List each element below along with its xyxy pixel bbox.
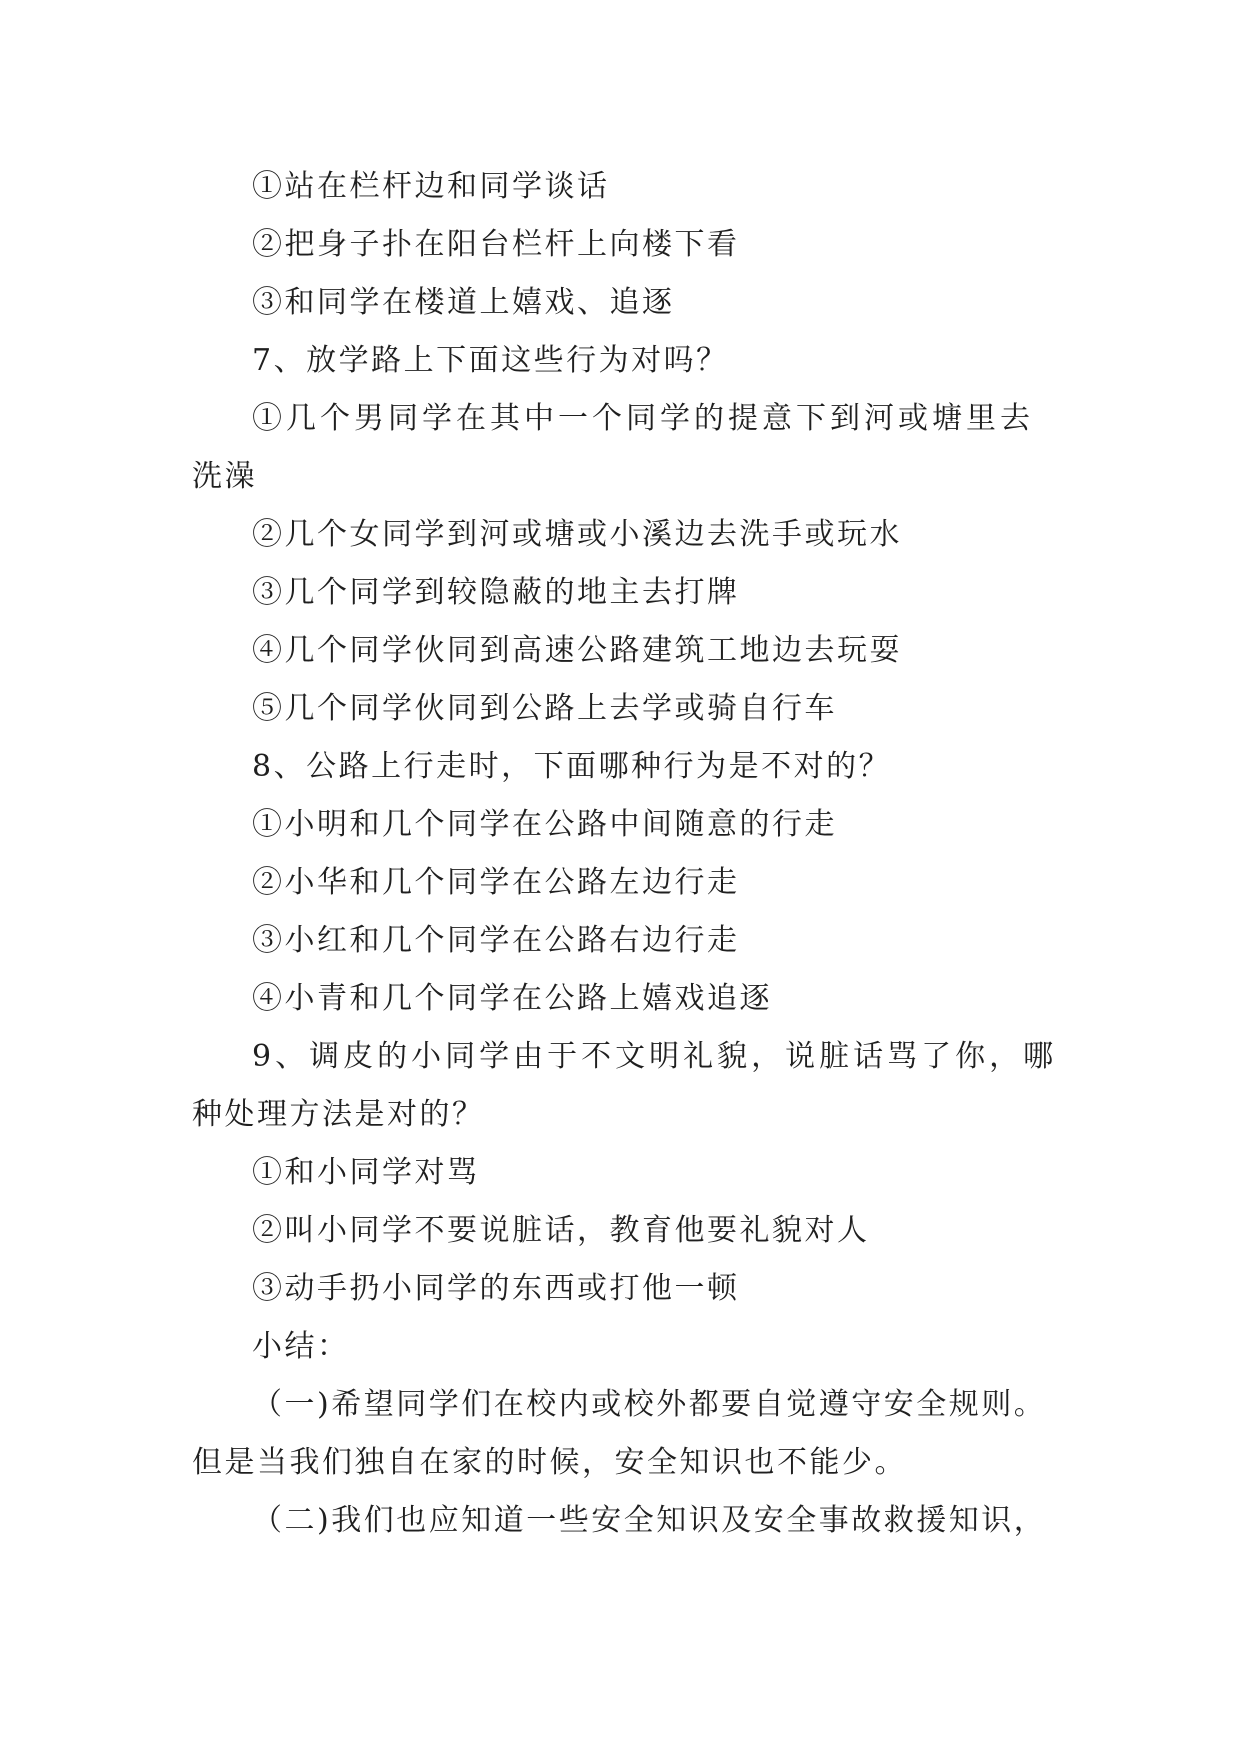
option-line: ④小青和几个同学在公路上嬉戏追逐 [252,981,772,1016]
question-9: 9、调皮的小同学由于不文明礼貌，说脏话骂了你，哪 [252,1039,1058,1074]
option-line: ④几个同学伙同到高速公路建筑工地边去玩耍 [252,633,902,668]
summary-paragraph-1-continuation: 但是当我们独自在家的时候，安全知识也不能少。 [192,1445,907,1480]
question-7: 7、放学路上下面这些行为对吗？ [252,343,729,378]
summary-paragraph-2: （二)我们也应知道一些安全知识及安全事故救援知识， [252,1503,1047,1538]
question-9-continuation: 种处理方法是对的？ [192,1097,485,1132]
option-line: ③几个同学到较隐蔽的地主去打牌 [252,575,740,610]
option-line: ①和小同学对骂 [252,1155,480,1190]
option-line: ⑤几个同学伙同到公路上去学或骑自行车 [252,691,837,726]
option-line: ③和同学在楼道上嬉戏、追逐 [252,285,675,320]
summary-heading: 小结： [252,1329,350,1364]
option-line: ②小华和几个同学在公路左边行走 [252,865,740,900]
option-line: ①几个男同学在其中一个同学的提意下到河或塘里去 [252,401,1034,436]
question-8: 8、公路上行走时，下面哪种行为是不对的？ [252,749,892,784]
option-line-continuation: 洗澡 [192,459,257,494]
option-line: ③小红和几个同学在公路右边行走 [252,923,740,958]
summary-paragraph-1: （一)希望同学们在校内或校外都要自觉遵守安全规则。 [252,1387,1047,1422]
option-line: ③动手扔小同学的东西或打他一顿 [252,1271,740,1306]
option-line: ①小明和几个同学在公路中间随意的行走 [252,807,837,842]
option-line: ②叫小同学不要说脏话，教育他要礼貌对人 [252,1213,870,1248]
option-line: ②把身子扑在阳台栏杆上向楼下看 [252,227,740,262]
option-line: ②几个女同学到河或塘或小溪边去洗手或玩水 [252,517,902,552]
option-line: ①站在栏杆边和同学谈话 [252,169,610,204]
document-body [192,158,1057,1550]
